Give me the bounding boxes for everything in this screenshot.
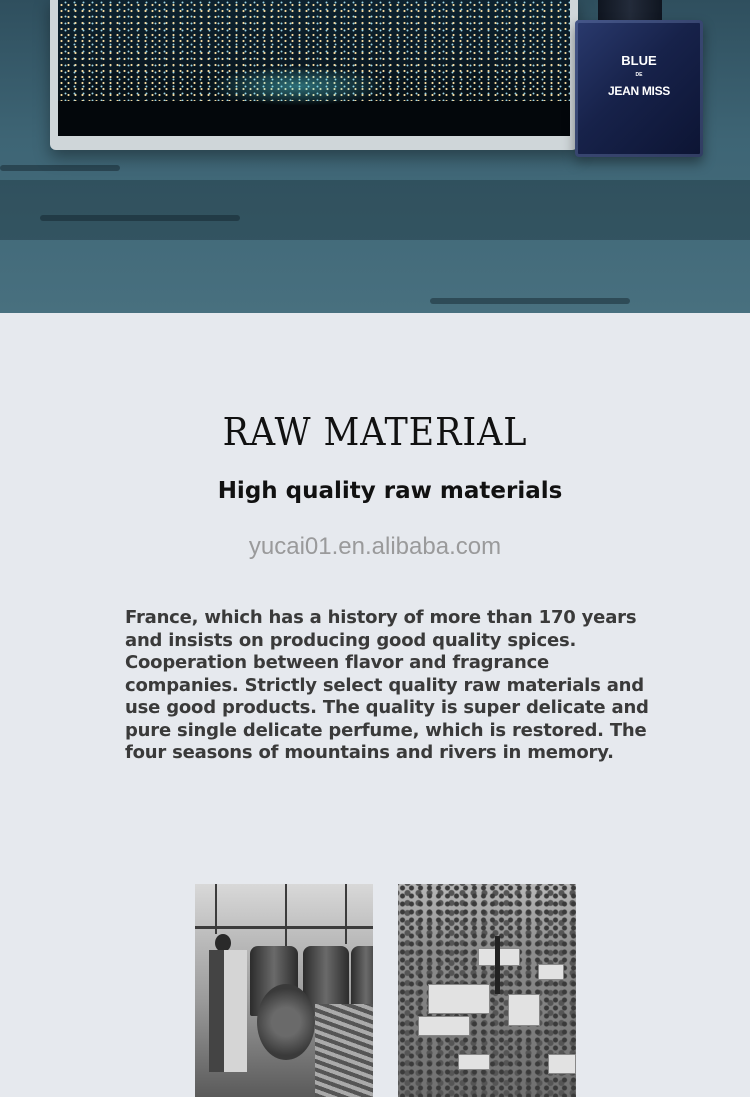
pipe <box>285 884 287 946</box>
bottle-label-line2: DE <box>635 72 643 78</box>
pipe <box>345 884 347 944</box>
factory-building <box>418 1016 470 1036</box>
factory-building <box>458 1054 490 1070</box>
factory-building <box>428 984 490 1014</box>
section-subtitle: High quality raw materials <box>217 478 563 504</box>
perfume-bottle-cap <box>598 0 662 22</box>
perfume-bottle <box>575 20 703 157</box>
press-wheel <box>257 984 315 1060</box>
floor-shadow <box>430 298 630 304</box>
store-watermark: yucai01.en.alibaba.com <box>248 533 502 560</box>
factory-workshop-photo <box>195 884 373 1097</box>
factory-building <box>508 994 540 1026</box>
floor-shadow <box>0 165 120 171</box>
bottle-label-line1: BLUE <box>621 53 657 68</box>
section-title: RAW MATERIAL <box>222 410 528 454</box>
worker-body <box>209 950 247 1072</box>
floor-shadow-band <box>0 180 750 240</box>
factory-building <box>538 964 564 980</box>
aerial-factory-photo <box>398 884 576 1097</box>
city-night-screen <box>58 0 570 136</box>
factory-building <box>548 1054 576 1074</box>
bottle-label-line3: JEAN MISS <box>608 84 670 98</box>
hero-banner <box>0 0 750 313</box>
floor-shadow <box>40 215 240 221</box>
pipe <box>215 884 217 934</box>
city-glow <box>208 66 388 106</box>
description-paragraph: France, which has a history of more than 170 years and insists on producing good quality spices. Cooperation between flavor and fragrance companies. Strictly select quality raw materials and use good products. The quality is super delicate and pure single delicate perfume, which is restored. The four seasons of mountains and rivers in memory. <box>125 607 649 763</box>
display-frame <box>50 0 578 150</box>
factory-chimney <box>495 936 500 994</box>
material-pile <box>315 1004 373 1097</box>
